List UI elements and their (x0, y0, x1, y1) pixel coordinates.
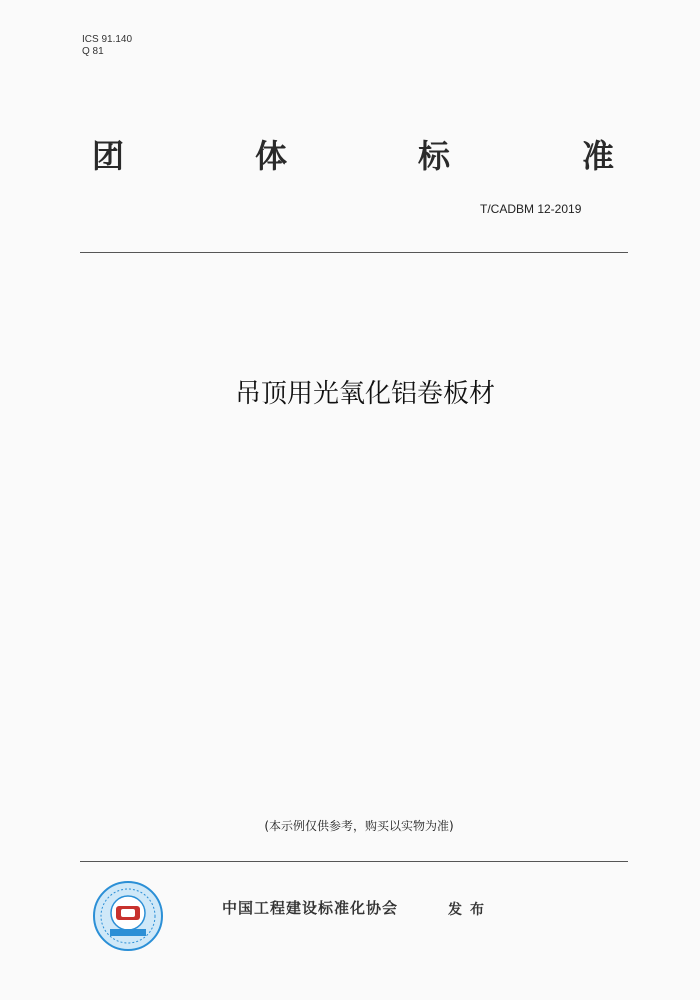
classification-codes (82, 34, 132, 58)
standard-type-char: 准 (582, 137, 615, 175)
bottom-divider (80, 861, 628, 862)
sample-disclaimer: (本示例仅供参考，购买以实物为准) (264, 819, 454, 833)
standard-type-char: 标 (418, 137, 451, 175)
top-divider (80, 252, 628, 253)
publish-label: 发布 (448, 902, 492, 918)
document-title: 吊顶用光氧化铝卷板材 (234, 379, 495, 409)
ics-code: ICS 91.140 (82, 34, 133, 45)
standard-type-char: 体 (255, 137, 288, 175)
publisher-name: 中国工程建设标准化协会 (222, 899, 399, 917)
standard-code: T/CADBM 12-2019 (480, 202, 582, 216)
ccs-code: Q 81 (82, 46, 104, 57)
standard-type-char: 团 (92, 137, 125, 175)
standard-type-heading (0, 134, 700, 184)
cecs-seal-logo (92, 880, 164, 952)
